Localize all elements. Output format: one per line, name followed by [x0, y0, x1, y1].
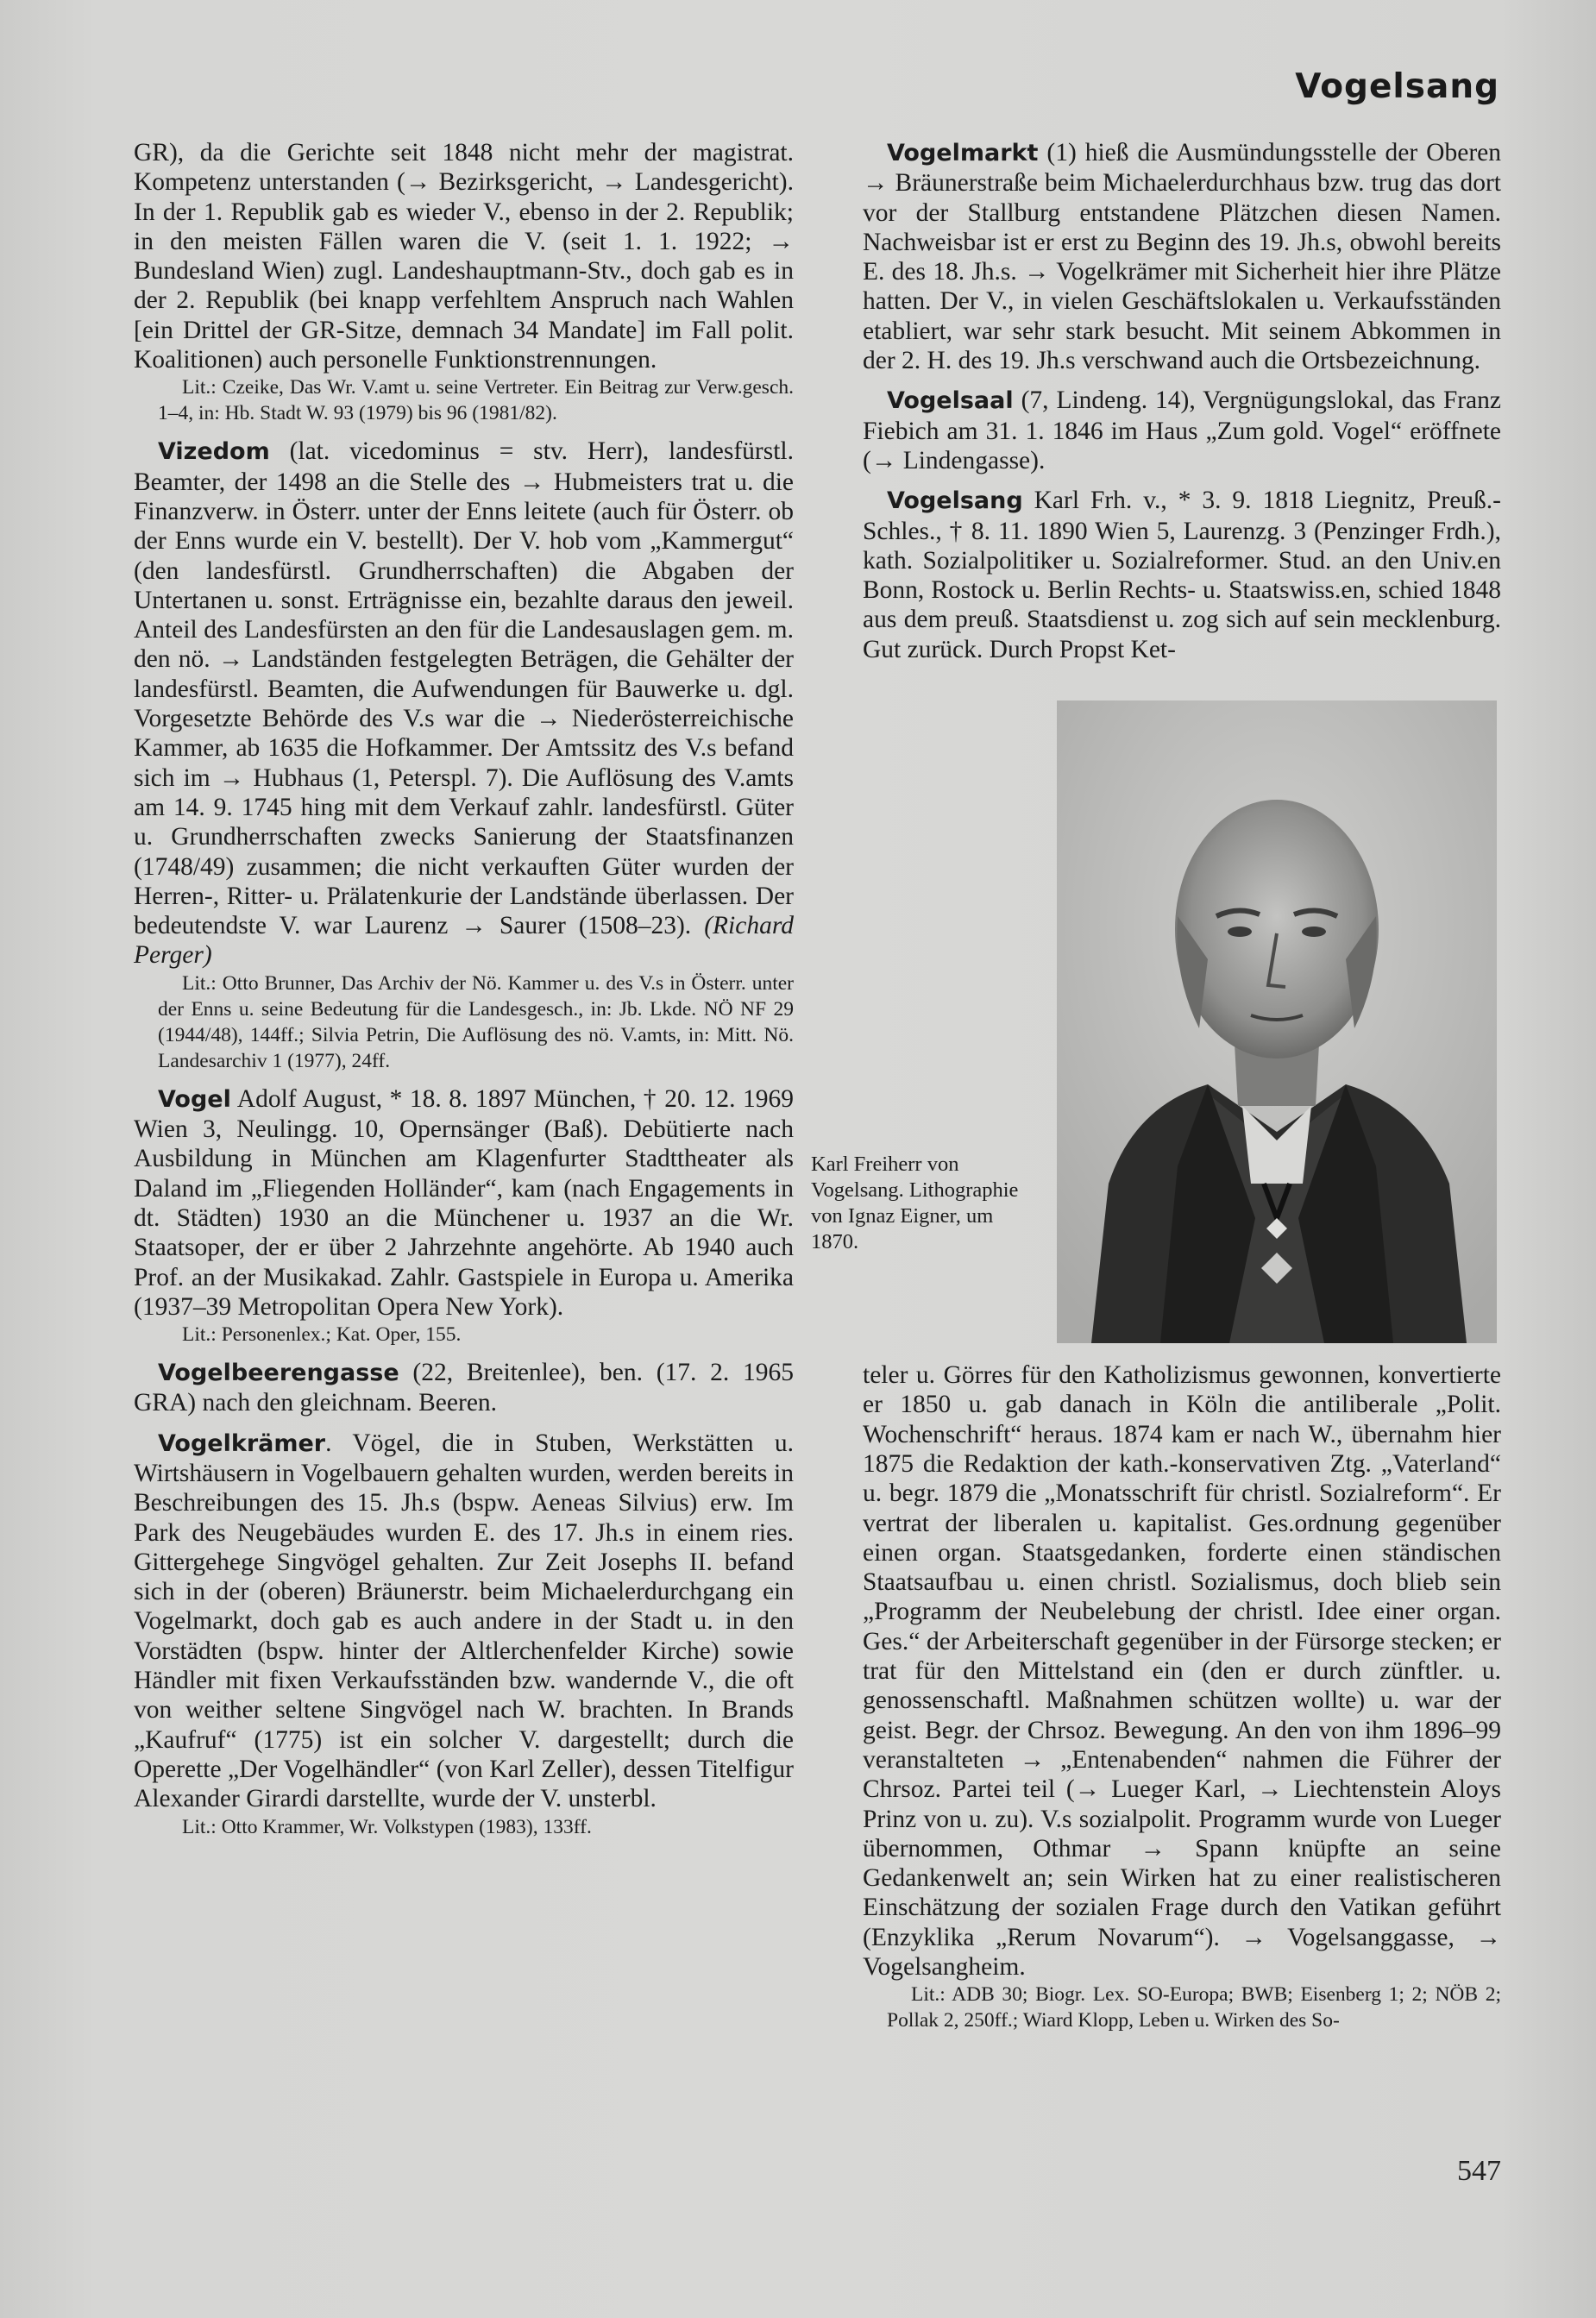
entry-vogelbeerengasse — [134, 1358, 794, 1418]
entry-vogelmarkt — [863, 138, 1501, 375]
running-head: Vogelsang — [1295, 67, 1499, 106]
figure-caption: Karl Freiherr von Vogelsang. Lithographie von Ignaz Eigner, um 1870. — [811, 1153, 1019, 1254]
entry-text: (7, Lindeng. 14), Vergnügungslokal, das Franz Fiebich am 31. 1. 1846 im Haus „Zum gold. Vogel“ eröffnete (→ Lindengasse). — [863, 386, 1501, 474]
entry-body — [134, 437, 794, 970]
lemma-vogelsaal: Vogelsaal — [887, 387, 1014, 415]
entry-text: . Vögel, die in Stuben, Werkstätten u. Wirtshäusern in Vogelbauern gehalten wurden, werden bereits in Beschreibungen des 15. Jh.s (bspw. Aeneas Silvius) erw. Im Park des Neugebäudes wurden E. des 17. Jh.s in einem ries. Gittergehege Singvögel gehalten. Zur Zeit Josephs II. befand sich in der (oberen) Bräunerstr. beim Michaelerdurchgang ein Vogelmarkt, doch gab es auch andere in der Stadt u. in den Vorstädten (bspw. hinter der Altlerchenfelder Kirche) sowie Händler mit fixen Verkaufsständen bzw. wandernde V., die oft von weither seltene Singvögel nach W. brachten. In Brands „Kaufruf“ (1775) ist ein solcher V. dargestellt; durch die Operette „Der Vogelhändler“ (von Karl Zeller), dessen Titelfigur Alexander Girardi darstellte, wurde der V. unsterbl. — [134, 1429, 794, 1813]
entry-body — [863, 486, 1501, 664]
entry-body — [863, 386, 1501, 475]
literature-note: Lit.: Otto Krammer, Wr. Volkstypen (1983), 133ff. — [182, 1815, 592, 1838]
portrait-drawing — [1057, 700, 1497, 1343]
lemma-vogelkraemer: Vogelkrämer — [158, 1429, 326, 1457]
entry-text: (lat. vicedominus = stv. Herr), landesfürstl. Beamter, der 1498 an die Stelle des → Hubmeisters trat u. die Finanzverw. in Österr. unter der Enns leitete (auch für Österr. ob der Enns wurde ein V. bestellt). Der V. hob vom „Kammergut“ (den landesfürstl. Grundherrschaften) die Abgaben der Untertanen u. sonst. Erträgnisse ein, bezahlte daraus den jeweil. Anteil des Landesfürsten an den für die Landesauslagen gem. m. den nö. → Landständen festgelegten Beträgen, die Gehälter der landesfürstl. Beamten, die Aufwendungen für Bauwerke u. dgl. Vorgesetzte Behörde des V.s war die → Niederösterreichische Kammer, ab 1635 die Hofkammer. Der Amtssitz des V.s befand sich im → Hubhaus (1, Peterspl. 7). Die Auflösung des V.amts am 14. 9. 1745 hing mit dem Verkauf zahlr. landesfürstl. Güter u. Grundherrschaften zwecks Sanierung der Staatsfinanzen (1748/49) zusammen; die nicht verkauften Güter wurden der Herren-, Ritter- u. Prälatenkurie der Landstände überlassen. Der bedeutendste V. war Laurenz → Saurer (1508–23). — [134, 437, 794, 940]
entry-body — [134, 1084, 794, 1322]
entry-vogel — [134, 1084, 794, 1347]
entry-vogelsang — [811, 486, 1501, 2033]
entry-vizedom — [134, 437, 794, 1073]
entry-text: Karl Frh. v., * 3. 9. 1818 Liegnitz, Preuß.-Schles., † 8. 11. 1890 Wien 5, Laurenzg. 3 (Penzinger Frdh.), kath. Sozialpolitiker u. Sozialreformer. Stud. an den Univ.en Bonn, Rostock u. Berlin Rechts- u. Staatswiss.en, schied 1848 aus dem preuß. Staatsdienst u. zog sich auf sein mecklenburg. Gut zurück. Durch Propst Ket- — [863, 487, 1501, 663]
right-column — [811, 138, 1501, 2044]
portrait-lithograph-icon — [1057, 700, 1497, 1343]
lemma-vogel: Vogel — [158, 1085, 231, 1113]
entry-vogelsaal — [863, 386, 1501, 475]
page-number: 547 — [1457, 2155, 1501, 2187]
literature-note: Lit.: Personenlex.; Kat. Oper, 155. — [182, 1323, 462, 1347]
lemma-vogelsang: Vogelsang — [887, 487, 1023, 515]
entry-text: (1) hieß die Ausmündungsstelle der Oberen → Bräunerstraße beim Michaelerdurchhaus bzw. trug das dort vor der Stallburg entstandene Plätzchen diesen Namen. Nachweisbar ist er erst zu Beginn des 19. Jh.s, obwohl bereits E. des 18. Jh.s. → Vogelkrämer mit Sicherheit hier ihre Plätze hatten. Der V., in vielen Geschäftslokalen u. Verkaufsständen etabliert, war sehr stark besucht. Mit seinem Abkommen in der 2. H. des 19. Jh.s verschwand auch die Ortsbezeichnung. — [863, 139, 1501, 375]
entry-body — [134, 1358, 794, 1418]
literature-note: Lit.: Czeike, Das Wr. V.amt u. seine Vertreter. Ein Beitrag zur Verw.gesch. 1–4, in: Hb. Stadt W. 93 (1979) bis 96 (1981/82). — [158, 376, 794, 425]
author-signature: (Richard Perger) — [134, 912, 794, 970]
entry-body — [863, 138, 1501, 375]
entry-body — [134, 1429, 794, 1814]
lemma-vogelmarkt: Vogelmarkt — [887, 140, 1039, 166]
entry-text: Adolf August, * 18. 8. 1897 München, † 20. 12. 1969 Wien 3, Neulingg. 10, Opernsänger (Baß). Debütierte nach Ausbildung in München am Klagenfurter Stadttheater als Daland im „Fliegenden Holländer“, kam (nach Engagements in dt. Städten) 1930 an die Münchener u. 1937 an die Wr. Staatsoper, der er über 2 Jahrzehnte angehörte. Ab 1940 auch Prof. an der Musikakad. Zahlr. Gastspiele in Europa u. Amerika (1937–39 Metropolitan Opera New York). — [134, 1084, 794, 1321]
entry-text-continued: teler u. Görres für den Katholizismus gewonnen, konvertierte er 1850 u. gab danach in Köln die antiliberale „Polit. Wochenschrift“ heraus. 1874 kam er nach W., übernahm hier 1875 die Redaktion der kath.-konservativen Ztg. „Vaterland“ u. begr. 1879 die „Monatsschrift für christl. Sozialreform“. Er vertrat der liberalen u. kapitalist. Ges.ordnung gegenüber einen organ. Staatsgedanken, forderte einen ständischen Staatsaufbau u. einen christl. Sozialismus, doch blieb sein „Programm der Neubelebung der christl. Idee einer organ. Ges.“ der Arbeiterschaft gegenüber in der Fürsorge stecken; er trat für den Mittelstand ein (den er durch zünftler. u. genossenschaftl. Maßnahmen schützen wollte) u. war der geist. Begr. der Chrsoz. Bewegung. An den von ihm 1896–99 veranstalteten → „Entenabenden“ nahmen die Führer der Chrsoz. Partei teil (→ Lueger Karl, → Liechtenstein Aloys Prinz von u. zu). V.s sozialpolit. Programm wurde von Lueger übernommen, Othmar → Spann knüpfte an seine Gedankenwelt an; sein Wirken hat zu einer realistischeren Einschätzung der sozialen Frage durch den Vatikan geführt (Enzyklika „Rerum Novarum“). → Vogelsanggasse, → Vogelsangheim. — [863, 1361, 1501, 1981]
literature-note: Lit.: Otto Brunner, Das Archiv der Nö. Kammer u. des V.s in Österr. unter der Enns u. seine Bedeutung für die Landesgesch., in: Jb. Lkde. NÖ NF 29 (1944/48), 144ff.; Silvia Petrin, Die Auflösung des nö. V.amts, in: Mitt. Nö. Landesarchiv 1 (1977), 24ff. — [158, 971, 794, 1072]
lemma-vizedom: Vizedom — [158, 438, 270, 466]
entry-text: (22, Breitenlee), ben. (17. 2. 1965 GRA) nach den gleichnam. Beeren. — [134, 1359, 794, 1417]
lemma-vogelbeerengasse: Vogelbeerengasse — [158, 1360, 399, 1387]
literature-note: Lit.: ADB 30; Biogr. Lex. SO-Europa; BWB; Eisenberg 1; 2; NÖB 2; Pollak 2, 250ff.; Wiard Klopp, Leben u. Wirken des So- — [887, 1983, 1501, 2032]
left-column — [134, 138, 794, 1850]
figure — [811, 700, 1501, 1343]
entry-magistrat-continuation — [134, 138, 794, 426]
entry-text: GR), da die Gerichte seit 1848 nicht mehr der magistrat. Kompetenz unterstanden (→ Bezirksgericht, → Landesgericht). In der 1. Republik gab es wieder V., ebenso in der 2. Republik; in den meisten Fällen waren die V. (seit 1. 1. 1922; → Bundesland Wien) zugl. Landeshauptmann-Stv., doch gab es in der 2. Republik (bei knapp verfehltem Anspruch nach Wahlen [ein Drittel der GR-Sitze, demnach 34 Mandate] im Fall polit. Koalitionen) auch personelle Funktionstrennungen. — [134, 139, 794, 374]
entry-vogelkraemer — [134, 1429, 794, 1840]
